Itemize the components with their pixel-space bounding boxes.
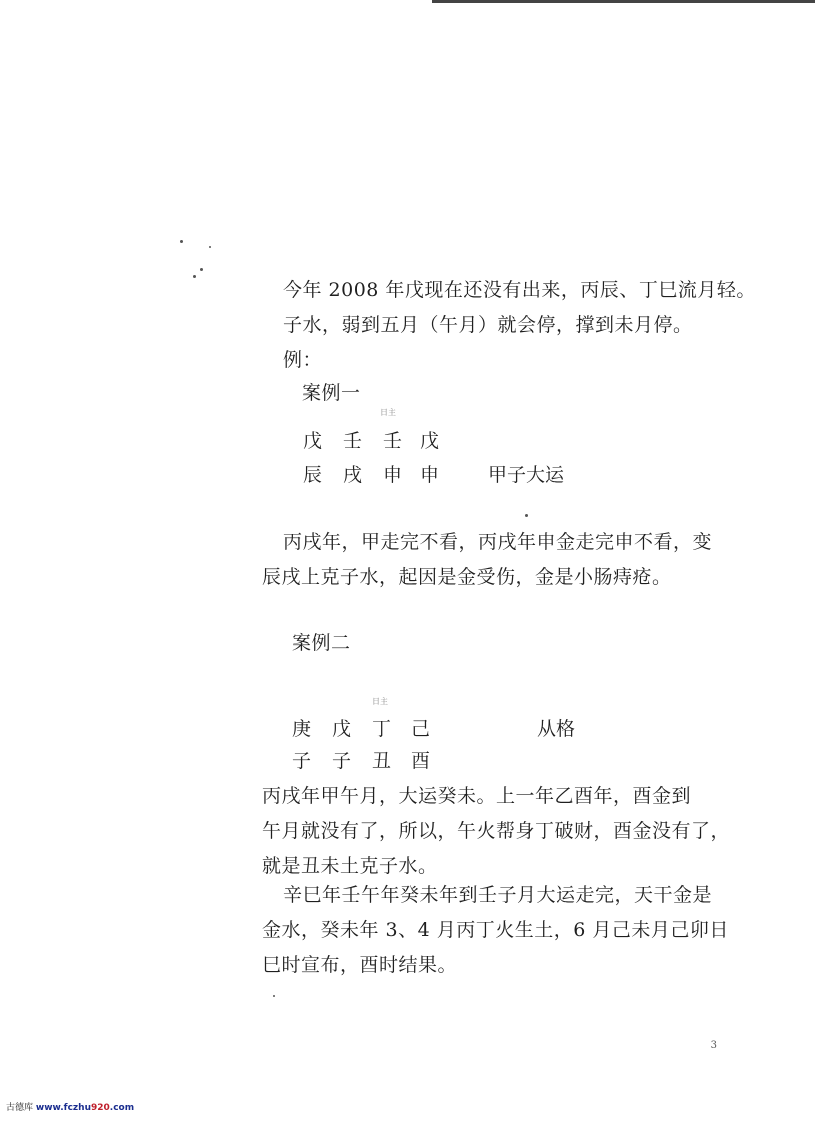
footer-watermark	[6, 1100, 134, 1113]
branch: 子	[332, 750, 352, 772]
text-line: 今年 2008 年戊现在还没有出来，丙辰、丁巳流月轻。	[283, 279, 756, 301]
text-line: 就是丑未土克子水。	[262, 855, 438, 877]
case2-branches-row	[292, 748, 712, 774]
luck-cycle-label: 甲子大运	[488, 464, 565, 486]
day-master-note: 日主	[372, 697, 388, 706]
footer-label: 古德库	[6, 1103, 34, 1113]
text-line: 例：	[283, 349, 323, 371]
stem: 丁	[372, 718, 392, 740]
footer-site-number: 920	[90, 1103, 110, 1113]
stem: 戊	[332, 718, 352, 740]
stem: 己	[411, 718, 431, 740]
footer-site-suffix: .com	[109, 1103, 135, 1113]
stem: 壬	[343, 430, 363, 452]
stem: 庚	[292, 718, 312, 740]
text-line: 金水，癸未年 3、4 月丙丁火生土，6 月己未月己卯日	[262, 919, 729, 941]
branch: 丑	[372, 750, 392, 772]
stem: 戊	[303, 430, 323, 452]
case1-branches-row	[303, 462, 703, 488]
text-line: 辰戌上克子水，起因是金受伤，金是小肠痔疮。	[262, 566, 672, 588]
branch: 申	[383, 464, 403, 486]
case2-stems-row	[292, 716, 712, 742]
top-border-line	[432, 0, 815, 3]
footer-site	[36, 1103, 134, 1113]
case1-stems-row	[303, 428, 703, 454]
text-line: 午月就没有了，所以，午火帮身丁破财，酉金没有了，	[262, 820, 731, 842]
pattern-label: 从格	[537, 718, 576, 740]
day-master-note: 日主	[380, 408, 396, 417]
stem: 戊	[420, 430, 440, 452]
branch: 申	[420, 464, 440, 486]
text-line: 子水，弱到五月（午月）就会停，撑到未月停。	[283, 314, 693, 336]
branch: 戌	[343, 464, 363, 486]
scan-speck	[193, 275, 196, 278]
text-line: 巳时宣布，酉时结果。	[262, 954, 458, 976]
text-line: 丙戌年，甲走完不看，丙戌年申金走完申不看，变	[283, 531, 713, 553]
branch: 辰	[303, 464, 323, 486]
scan-speck	[209, 246, 211, 248]
text-line: 丙戌年甲午月，大运癸未。上一年乙酉年，酉金到	[262, 785, 692, 807]
stem: 壬	[383, 430, 403, 452]
scan-speck	[180, 240, 183, 243]
text-line: 辛巳年壬午年癸未年到壬子月大运走完，天干金是	[283, 884, 713, 906]
case2-title: 案例二	[292, 632, 351, 654]
scan-speck	[525, 514, 528, 517]
case1-title: 案例一	[302, 382, 361, 404]
branch: 酉	[411, 750, 431, 772]
page-number: 3	[710, 1040, 717, 1051]
footer-site-prefix: www.fczhu	[35, 1103, 91, 1113]
scan-speck	[273, 995, 275, 997]
scan-speck	[200, 268, 203, 271]
branch: 子	[292, 750, 312, 772]
